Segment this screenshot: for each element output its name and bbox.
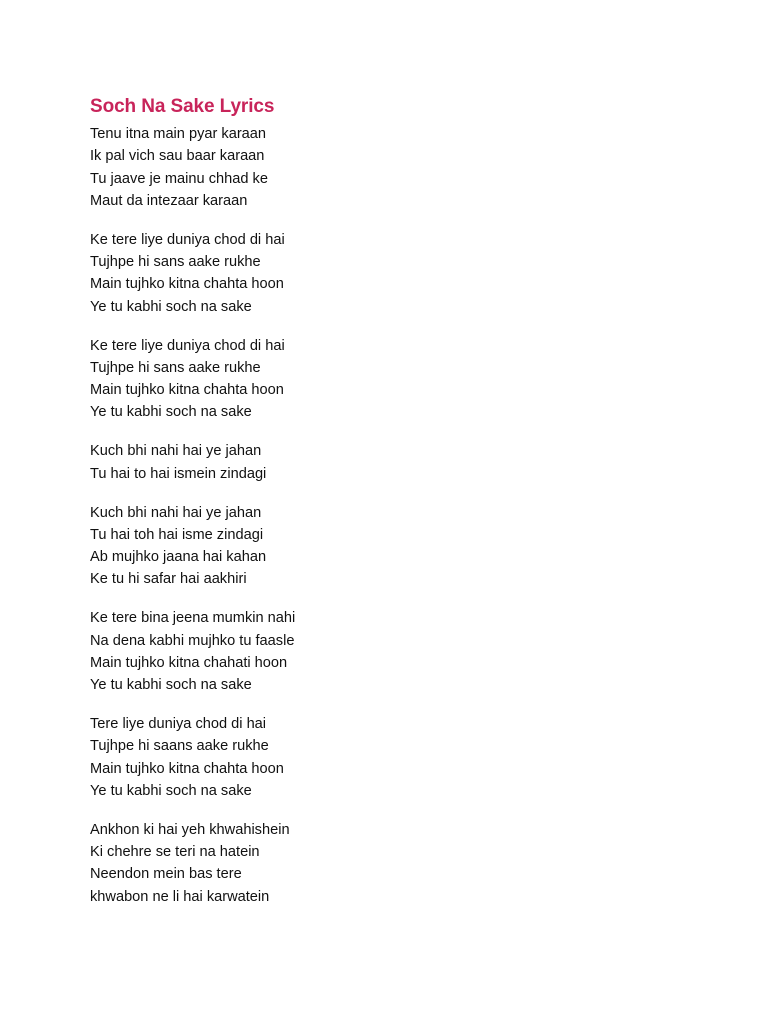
lyric-line: Kuch bhi nahi hai ye jahan bbox=[90, 504, 262, 521]
lyric-line: Ke tere liye duniya chod di hai bbox=[90, 231, 285, 248]
lyric-line: khwabon ne li hai karwatein bbox=[90, 888, 270, 905]
lyric-line: Ik pal vich sau baar karaan bbox=[90, 148, 265, 165]
stanza bbox=[90, 607, 730, 696]
lyric-line: Tere liye duniya chod di hai bbox=[90, 716, 267, 733]
stanza bbox=[90, 123, 730, 212]
lyric-line: Ki chehre se teri na hatein bbox=[90, 844, 260, 861]
lyric-line: Ab mujhko jaana hai kahan bbox=[90, 549, 267, 566]
stanza bbox=[90, 819, 730, 908]
lyric-line: Main tujhko kitna chahta hoon bbox=[90, 276, 284, 293]
lyric-line: Ke tere liye duniya chod di hai bbox=[90, 337, 285, 354]
stanza bbox=[90, 229, 730, 318]
lyric-line: Tujhpe hi sans aake rukhe bbox=[90, 359, 261, 376]
lyric-line: Tenu itna main pyar karaan bbox=[90, 126, 267, 142]
lyric-line: Tujhpe hi sans aake rukhe bbox=[90, 254, 261, 271]
lyric-line: Ke tu hi safar hai aakhiri bbox=[90, 571, 247, 588]
lyric-line: Ankhon ki hai yeh khwahishein bbox=[90, 821, 290, 838]
lyric-line: Neendon mein bas tere bbox=[90, 866, 242, 883]
stanza bbox=[90, 713, 730, 802]
lyric-line: Kuch bhi nahi hai ye jahan bbox=[90, 443, 262, 460]
lyric-line: Ke tere bina jeena mumkin nahi bbox=[90, 610, 296, 627]
document-title: Soch Na Sake Lyrics bbox=[90, 96, 275, 117]
lyrics-document bbox=[90, 94, 730, 925]
lyric-line: Tujhpe hi saans aake rukhe bbox=[90, 738, 269, 755]
lyric-line: Main tujhko kitna chahta hoon bbox=[90, 382, 284, 399]
stanza bbox=[90, 335, 730, 424]
lyric-line: Ye tu kabhi soch na sake bbox=[90, 298, 252, 315]
lyric-line: Tu jaave je mainu chhad ke bbox=[90, 170, 268, 187]
stanza bbox=[90, 502, 730, 591]
lyric-line: Tu hai toh hai isme zindagi bbox=[90, 526, 264, 543]
lyric-line: Main tujhko kitna chahati hoon bbox=[90, 654, 288, 671]
lyric-line: Ye tu kabhi soch na sake bbox=[90, 782, 252, 799]
lyric-line: Na dena kabhi mujhko tu faasle bbox=[90, 632, 295, 649]
lyric-line: Main tujhko kitna chahta hoon bbox=[90, 760, 284, 777]
lyric-line: Maut da intezaar karaan bbox=[90, 192, 248, 209]
lyric-line: Tu hai to hai ismein zindagi bbox=[90, 465, 267, 482]
lyric-line: Ye tu kabhi soch na sake bbox=[90, 404, 252, 421]
stanza bbox=[90, 440, 730, 485]
lyric-line: Ye tu kabhi soch na sake bbox=[90, 677, 252, 694]
